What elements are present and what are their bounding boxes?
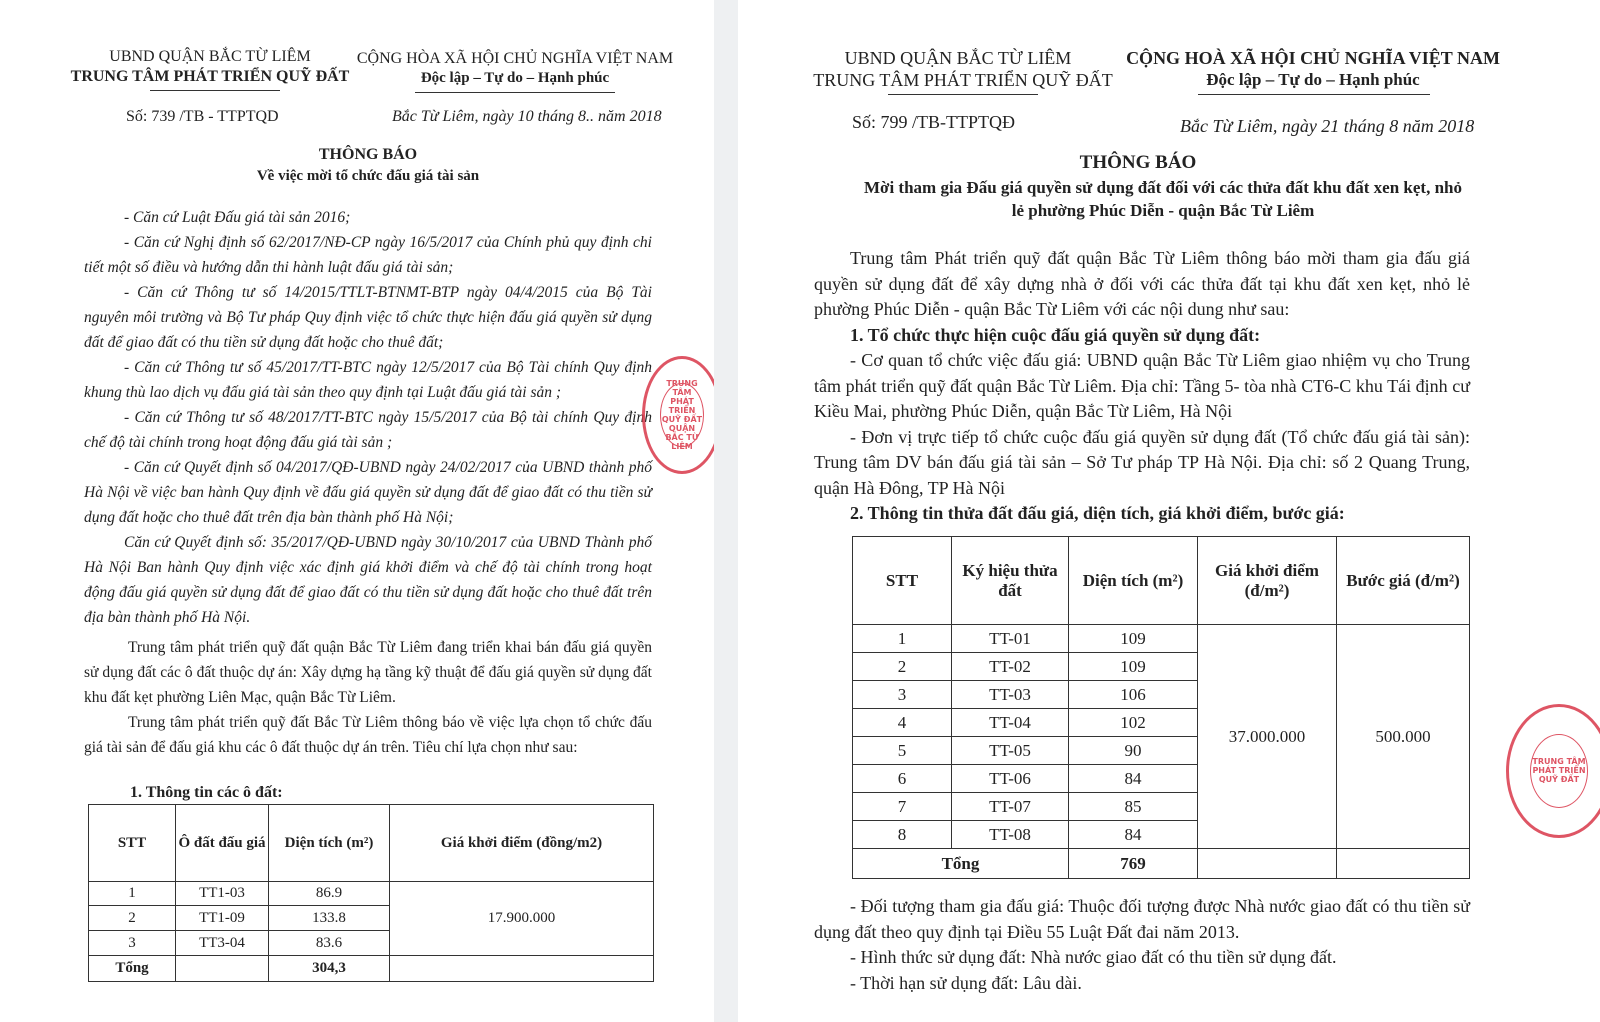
- left-para-8: Trung tâm phát triển quỹ đất quận Bắc Từ Liêm đang triển khai bán đấu giá quyền sử dụng đất các ô đất thuộc dự án: Xây dựng hạ tầng kỹ thuật để đấu giá quyền sử dụng đất khu đất kẹt phường Liên Mạc, quận Bắc Từ Liêm.: [84, 639, 652, 706]
- col-step: Bước giá (đ/m²): [1337, 537, 1470, 625]
- table-header-row: [89, 805, 654, 882]
- total-label: Tổng: [89, 956, 176, 982]
- row-stt: 3: [853, 681, 952, 709]
- right-doc-number: Số: 799 /TB-TTPTQĐ: [852, 112, 1016, 132]
- row-stt: 3: [89, 931, 176, 956]
- row-area: 109: [1069, 625, 1198, 653]
- row-area: 84: [1069, 821, 1198, 849]
- row-plot: TT-02: [952, 653, 1069, 681]
- right-body-tail: [814, 894, 1470, 996]
- left-place-date: Bắc Từ Liêm, ngày 10 tháng 8.. năm 2018: [392, 108, 662, 125]
- right-intro: Trung tâm Phát triển quỹ đất quận Bắc Từ Liêm thông báo mời tham gia đấu giá quyền sử dụng đất để xây dựng nhà ở đối với các thửa đất tại khu đất xen kẹt, nhỏ lẻ phường Phúc Diễn - quận Bắc Từ Liêm với các nội dung như sau:: [814, 248, 1470, 319]
- table-total-row: [89, 956, 654, 982]
- row-plot: TT3-04: [176, 931, 269, 956]
- col-stt: STT: [89, 805, 176, 882]
- left-section1-heading: 1. Thông tin các ô đất:: [130, 784, 283, 801]
- left-subtitle: Về việc mời tổ chức đấu giá tài sản: [256, 168, 480, 184]
- right-plot-table: [852, 536, 1470, 879]
- total-label: Tổng: [853, 849, 1069, 879]
- left-legal-basis: [84, 205, 652, 630]
- right-subtitle-line1: Mời tham gia Đấu giá quyền sử dụng đất đối với các thửa đất khu đất xen kẹt, nhỏ: [864, 178, 1462, 197]
- left-para-1: - Căn cứ Luật Đấu giá tài sản 2016;: [124, 209, 351, 226]
- right-subtitle-line2: lẻ phường Phúc Diễn - quận Bắc Từ Liêm: [1011, 201, 1315, 220]
- right-nation-underline: [1198, 94, 1430, 95]
- table-row: [853, 625, 1470, 653]
- left-nation-underline: [415, 92, 615, 93]
- row-area: 102: [1069, 709, 1198, 737]
- row-plot: TT-04: [952, 709, 1069, 737]
- left-para-7: Căn cứ Quyết định số: 35/2017/QĐ-UBND ngày 30/10/2017 của UBND Thành phố Hà Nội Ban hành Quy định việc xác định giá khởi điểm và chế độ tài chính trong hoạt động đấu giá quyền sử dụng đất để giao đất có thu tiền sử dụng đất hoặc cho thuê đất trên địa bàn thành phố Hà Nội.: [84, 534, 652, 626]
- row-area: 109: [1069, 653, 1198, 681]
- total-value: 304,3: [269, 956, 390, 982]
- row-area: 86.9: [269, 882, 390, 906]
- row-stt: 2: [853, 653, 952, 681]
- row-plot: TT1-03: [176, 882, 269, 906]
- col-stt: STT: [853, 537, 952, 625]
- left-org-underline: [150, 90, 280, 91]
- col-plot-code: Ký hiệu thửa đất: [952, 537, 1069, 625]
- total-empty-price: [1198, 849, 1337, 879]
- left-para-2: - Căn cứ Nghị định số 62/2017/NĐ-CP ngày 16/5/2017 của Chính phủ quy định chi tiết một số điều và hướng dẫn thi hành luật đấu giá tài sản;: [84, 234, 652, 276]
- row-stt: 7: [853, 793, 952, 821]
- row-plot: TT-08: [952, 821, 1069, 849]
- row-stt: 6: [853, 765, 952, 793]
- col-plot: Ô đất đấu giá: [176, 805, 269, 882]
- right-org-line1: UBND QUẬN BẮC TỪ LIÊM: [844, 48, 1072, 68]
- left-para-9: Trung tâm phát triển quỹ đất Bắc Từ Liêm thông báo về việc lựa chọn tổ chức đấu giá tài sản để đấu giá khu các ô đất thuộc dự án trên. Tiêu chí lựa chọn như sau:: [84, 714, 652, 756]
- left-org-line2: TRUNG TÂM PHÁT TRIỂN QUỸ ĐẤT: [70, 68, 350, 85]
- table-total-row: [853, 849, 1470, 879]
- right-para-unit: - Đơn vị trực tiếp tổ chức cuộc đấu giá quyền sử dụng đất (Tổ chức đấu giá tài sản): Trung tâm DV bán đấu giá tài sản – Sở Tư pháp TP Hà Nội. Địa chỉ: số 2 Quang Trung, quận Hà Đông, TP Hà Nội: [814, 426, 1470, 498]
- row-plot: TT1-09: [176, 906, 269, 931]
- table-header-row: [853, 537, 1470, 625]
- row-stt: 2: [89, 906, 176, 931]
- left-org-line1: UBND QUẬN BẮC TỪ LIÊM: [109, 48, 311, 65]
- right-body: [814, 246, 1470, 527]
- row-stt: 1: [853, 625, 952, 653]
- total-empty-price: [390, 956, 654, 982]
- right-nation-line2: Độc lập – Tự do – Hạnh phúc: [1206, 70, 1420, 89]
- left-nation-line2: Độc lập – Tự do – Hạnh phúc: [420, 70, 610, 86]
- left-body: [84, 635, 652, 760]
- total-empty-step: [1337, 849, 1470, 879]
- right-section2-heading: 2. Thông tin thửa đất đấu giá, diện tích, giá khởi điểm, bước giá:: [850, 503, 1345, 523]
- right-org-line2: TRUNG TÂM PHÁT TRIỂN QUỸ ĐẤT: [813, 70, 1113, 90]
- row-area: 90: [1069, 737, 1198, 765]
- row-plot: TT-01: [952, 625, 1069, 653]
- left-para-4: - Căn cứ Thông tư số 45/2017/TT-BTC ngày 12/5/2017 của Bộ Tài chính Quy định khung thù lao dịch vụ đấu giá tài sản theo quy định tại Luật đấu giá tài sản ;: [84, 359, 652, 401]
- right-section1-heading: 1. Tổ chức thực hiện cuộc đấu giá quyền sử dụng đất:: [850, 324, 1261, 345]
- right-para-term: - Thời hạn sử dụng đất: Lâu dài.: [850, 972, 1082, 993]
- row-plot: TT-05: [952, 737, 1069, 765]
- col-price: Giá khởi điểm (đ/m²): [1198, 537, 1337, 625]
- row-stt: 5: [853, 737, 952, 765]
- col-price: Giá khởi điểm (đồng/m2): [390, 805, 654, 882]
- left-plot-table: [88, 804, 654, 982]
- left-nation-line1: CỘNG HÒA XÃ HỘI CHỦ NGHĨA VIỆT NAM: [356, 50, 674, 67]
- total-value: 769: [1069, 849, 1198, 879]
- left-red-seal: [642, 356, 714, 474]
- right-para-form: - Hình thức sử dụng đất: Nhà nước giao đất có thu tiền sử dụng đất.: [850, 947, 1337, 967]
- left-seal-text: TRUNG TÂM PHÁT TRIỂN QUỸ ĐẤT QUẬN BẮC TỪ LIÊM: [661, 379, 703, 451]
- row-area: 85: [1069, 793, 1198, 821]
- right-red-seal: [1506, 704, 1600, 838]
- col-area: Diện tích (m²): [269, 805, 390, 882]
- row-plot: TT-03: [952, 681, 1069, 709]
- left-document-page: [0, 0, 714, 1022]
- row-stt: 1: [89, 882, 176, 906]
- page-divider: [714, 0, 738, 1022]
- right-para-subject: - Đối tượng tham gia đấu giá: Thuộc đối tượng được Nhà nước giao đất có thu tiền sử dụng đất theo quy định tại Điều 55 Luật Đất đai năm 2013.: [814, 896, 1470, 942]
- row-step: 500.000: [1337, 625, 1470, 849]
- row-stt: 8: [853, 821, 952, 849]
- right-seal-text: TRUNG TÂM PHÁT TRIỂN QUỸ ĐẤT: [1530, 734, 1588, 808]
- right-nation-line1: CỘNG HOÀ XÃ HỘI CHỦ NGHĨA VIỆT NAM: [1126, 48, 1500, 68]
- row-price: 17.900.000: [390, 882, 654, 956]
- left-title: THÔNG BÁO: [318, 146, 418, 163]
- row-stt: 4: [853, 709, 952, 737]
- left-para-5: - Căn cứ Thông tư số 48/2017/TT-BTC ngày 15/5/2017 của Bộ tài chính Quy định chế độ tài chính trong hoạt động đấu giá tài sản ;: [84, 409, 652, 451]
- row-area: 133.8: [269, 906, 390, 931]
- left-para-3: - Căn cứ Thông tư số 14/2015/TTLT-BTNMT-BTP ngày 04/4/2015 của Bộ Tài nguyên môi trường và Bộ Tư pháp Quy định việc tổ chức thực hiện đấu giá quyền sử dụng đất để giao đất có thu tiền sử dụng đất hoặc cho thuê đất;: [84, 284, 652, 351]
- left-para-6: - Căn cứ Quyết định số 04/2017/QĐ-UBND ngày 24/02/2017 của UBND thành phố Hà Nội về việc ban hành Quy định về đấu giá quyền sử dụng đất để giao đất có thu tiền sử dụng đất hoặc cho thuê đất trên địa bàn thành phố Hà Nội;: [84, 459, 652, 526]
- row-plot: TT-06: [952, 765, 1069, 793]
- right-para-agency: - Cơ quan tổ chức việc đấu giá: UBND quận Bắc Từ Liêm giao nhiệm vụ cho Trung tâm phát triển quỹ đất quận Bắc Từ Liêm. Địa chỉ: Tầng 5- tòa nhà CT6-C khu Tái định cư Kiều Mai, phường Phúc Diễn, quận Bắc Từ Liêm, Hà Nội: [814, 350, 1470, 421]
- left-doc-number: Số: 739 /TB - TTPTQD: [126, 108, 279, 125]
- row-plot: TT-07: [952, 793, 1069, 821]
- row-area: 84: [1069, 765, 1198, 793]
- right-org-underline: [888, 94, 1038, 95]
- row-area: 83.6: [269, 931, 390, 956]
- col-area: Diện tích (m²): [1069, 537, 1198, 625]
- row-area: 106: [1069, 681, 1198, 709]
- total-empty: [176, 956, 269, 982]
- row-price: 37.000.000: [1198, 625, 1337, 849]
- right-place-date: Bắc Từ Liêm, ngày 21 tháng 8 năm 2018: [1180, 116, 1475, 136]
- right-title: THÔNG BÁO: [1079, 152, 1197, 173]
- right-document-page: [738, 0, 1600, 1022]
- table-row: [89, 882, 654, 906]
